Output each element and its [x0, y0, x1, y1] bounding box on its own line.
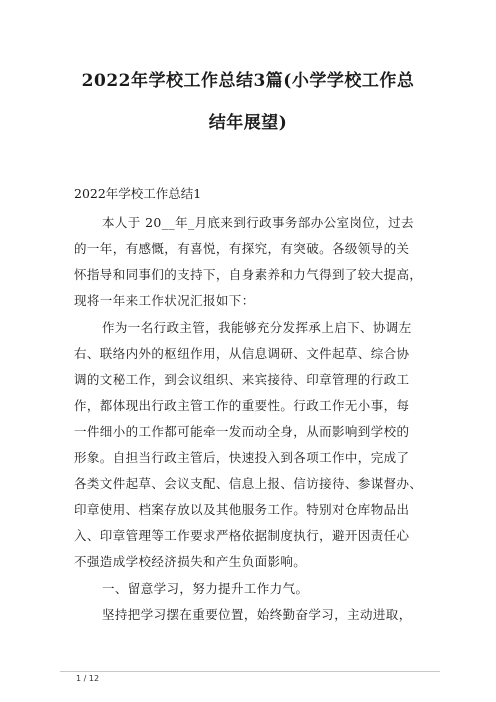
page-indicator: 1 / 12: [76, 674, 100, 683]
footer-divider: [60, 671, 440, 672]
body-line: 不强造成学校经济损失和产生负面影响。: [74, 554, 307, 569]
document-title-line-1: 2022年学校工作总结3篇(小学学校工作总: [81, 71, 415, 91]
body-line: 作为一名行政主管，我能够充分发挥承上启下、协调左: [102, 320, 412, 335]
body-line: 坚持把学习摆在重要位置，始终勤奋学习，主动进取，: [102, 607, 412, 622]
section-heading: 2022年学校工作总结1: [74, 186, 202, 201]
body-line: 作，都体现出行政主管工作的重要性。行政工作无小事，每: [74, 398, 410, 413]
body-line: 右、联络内外的枢纽作用，从信息调研、文件起草、综合协: [74, 346, 410, 361]
body-line: 怀指导和同事们的支持下，自身素养和力气得到了较大提高，: [74, 267, 423, 282]
document-title-line-2: 结年展望): [208, 113, 288, 133]
body-line: 现将一年来工作状况汇报如下：: [74, 293, 255, 308]
body-line: 的一年，有感慨，有喜悦，有探究，有突破。各级领导的关: [74, 241, 410, 256]
numbered-heading: 一、留意学习，努力提升工作力气。: [102, 581, 309, 596]
body-line: 调的文秘工作，到会议组织、来宾接待、印章管理的行政工: [74, 372, 410, 387]
body-line: 一件细小的工作都可能牵一发而动全身，从而影响到学校的: [74, 424, 410, 439]
body-line: 入、印章管理等工作要求严格依据制度执行，避开因责任心: [74, 528, 410, 543]
body-line: 本人于 20__年_月底来到行政事务部办公室岗位，过去: [102, 215, 414, 230]
body-line: 印章使用、档案存放以及其他服务工作。特别对仓库物品出: [74, 502, 410, 517]
body-line: 形象。自担当行政主管后，快速投入到各项工作中，完成了: [74, 450, 410, 465]
body-line: 各类文件起草、会议支配、信息上报、信访接待、参谋督办、: [74, 476, 423, 491]
